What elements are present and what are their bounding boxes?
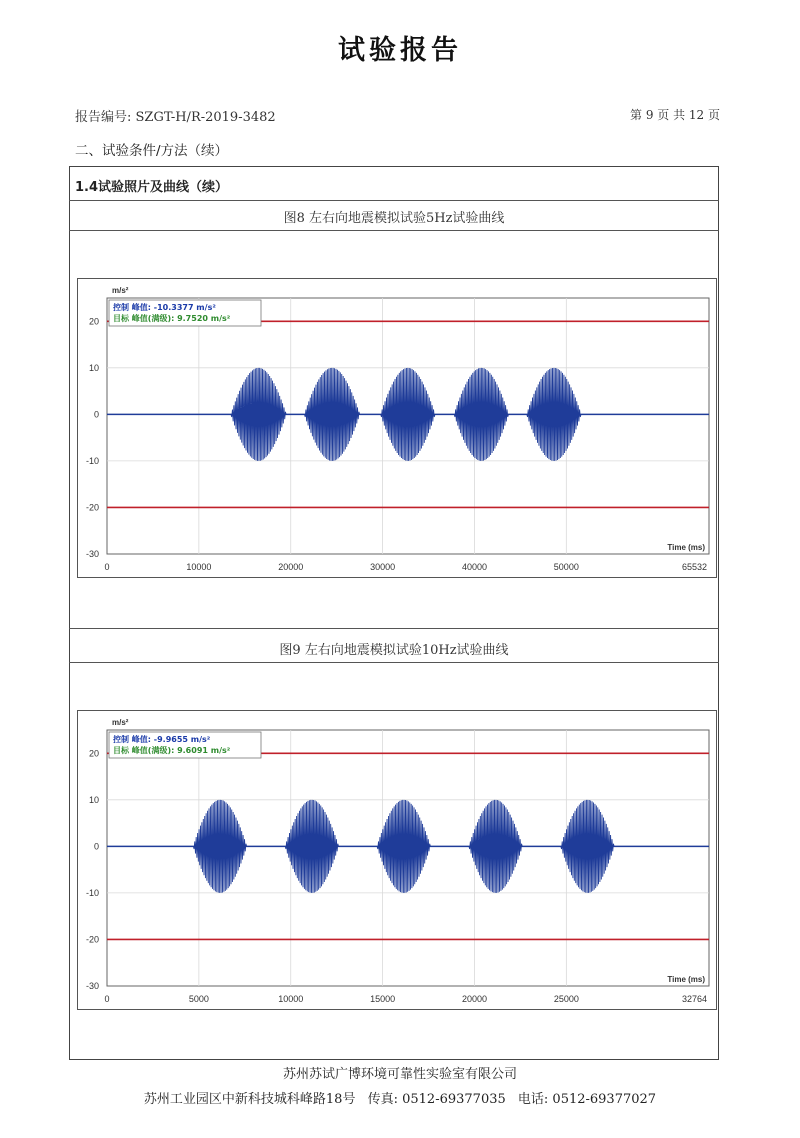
x-axis-label: Time (ms) <box>667 543 705 552</box>
report-title: 试验报告 <box>338 35 462 66</box>
x-tick-label: 30000 <box>370 562 396 572</box>
lab-phone: 电话: 0512-69377027 <box>517 1092 657 1107</box>
x-tick-label: 10000 <box>278 994 304 1004</box>
y-tick-label: 10 <box>88 362 99 373</box>
divider <box>69 628 719 629</box>
x-tick-label: 65532 <box>681 562 707 572</box>
legend-entry: 控制 峰值: -9.9655 m/s² <box>113 735 211 744</box>
footer-contact <box>0 1088 800 1107</box>
divider <box>69 200 719 201</box>
y-tick-label: 0 <box>93 409 99 420</box>
section-title: 二、试验条件/方法（续） <box>75 143 229 159</box>
vibration-chart <box>77 278 717 578</box>
lab-fax: 传真: 0512-69377035 <box>367 1092 506 1107</box>
legend-entry: 控制 峰值: -10.3377 m/s² <box>113 303 216 312</box>
y-tick-label: 20 <box>88 748 99 759</box>
y-tick-label: 0 <box>93 841 99 852</box>
y-tick-label: -10 <box>85 455 99 466</box>
y-tick-label: -20 <box>85 502 99 513</box>
lab-address: 苏州工业园区中新科技城科峰路18号 <box>143 1092 356 1107</box>
figure-caption: 图9 左右向地震模拟试验10Hz试验曲线 <box>279 643 509 658</box>
y-unit-label: m/s² <box>112 286 129 295</box>
x-tick-label: 25000 <box>553 994 579 1004</box>
subsection-title: 1.4试验照片及曲线（续） <box>75 180 229 195</box>
x-tick-label: 32764 <box>681 994 707 1004</box>
x-tick-label: 15000 <box>370 994 396 1004</box>
chart-fig9 <box>77 710 717 1010</box>
y-tick-label: 20 <box>88 316 99 327</box>
y-tick-label: -30 <box>85 549 99 559</box>
report-number: 报告编号: SZGT-H/R-2019-3482 <box>75 110 276 125</box>
legend-entry: 目标 峰值(满级): 9.6091 m/s² <box>113 746 231 755</box>
x-tick-label: 0 <box>104 994 110 1004</box>
x-tick-label: 20000 <box>278 562 304 572</box>
divider <box>69 230 719 231</box>
x-tick-label: 50000 <box>553 562 579 572</box>
divider <box>69 662 719 663</box>
lab-name: 苏州苏试广博环境可靠性实验室有限公司 <box>282 1067 517 1082</box>
x-tick-label: 40000 <box>461 562 487 572</box>
y-unit-label: m/s² <box>112 718 129 727</box>
vibration-chart <box>77 710 717 1010</box>
y-tick-label: 10 <box>88 794 99 805</box>
x-tick-label: 0 <box>104 562 110 572</box>
legend-entry: 目标 峰值(满级): 9.7520 m/s² <box>113 314 231 323</box>
figure-caption: 图8 左右向地震模拟试验5Hz试验曲线 <box>283 211 505 226</box>
y-tick-label: -10 <box>85 887 99 898</box>
chart-legend <box>109 732 261 758</box>
y-tick-label: -30 <box>85 981 99 991</box>
x-tick-label: 5000 <box>188 994 209 1004</box>
x-tick-label: 20000 <box>461 994 487 1004</box>
chart-fig8 <box>77 278 717 578</box>
page-number: 第 9 页 共 12 页 <box>630 108 720 122</box>
x-axis-label: Time (ms) <box>667 975 705 984</box>
y-tick-label: -20 <box>85 934 99 945</box>
x-tick-label: 10000 <box>186 562 212 572</box>
chart-legend <box>109 300 261 326</box>
